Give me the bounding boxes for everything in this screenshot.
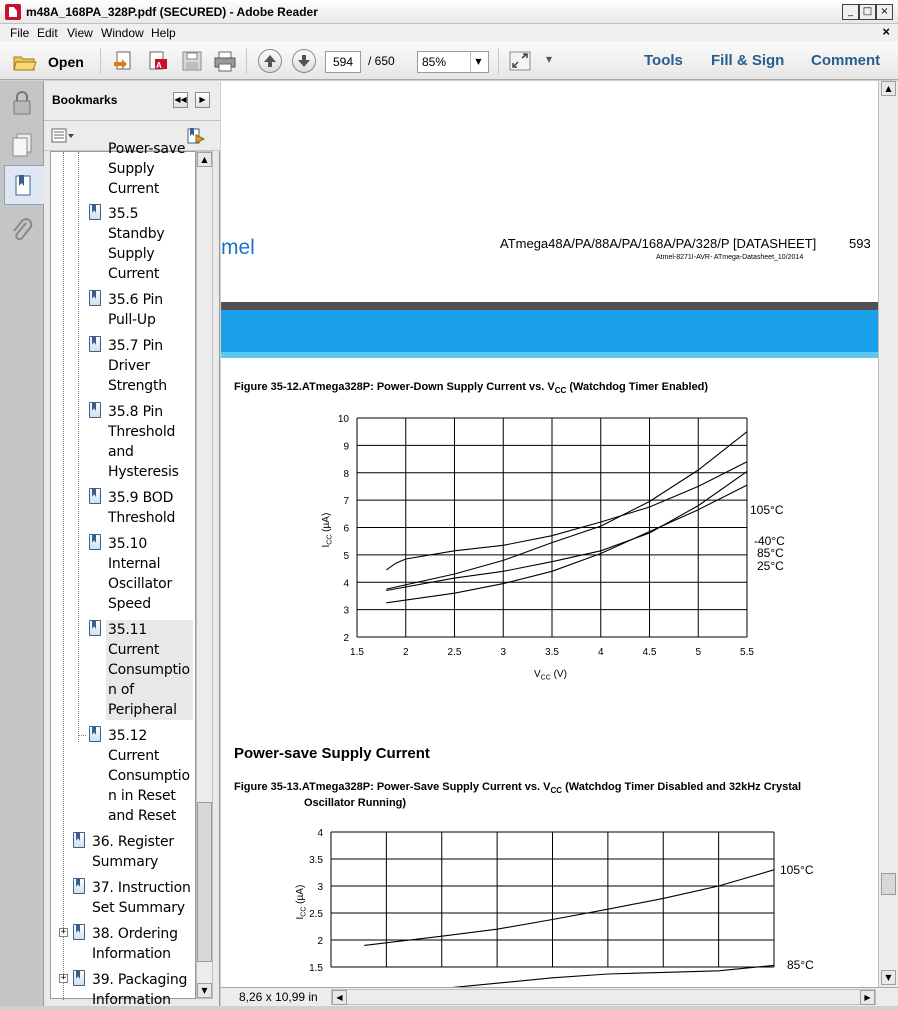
bookmark-label-line: Oscillator bbox=[108, 576, 173, 592]
tree-guide-line bbox=[78, 152, 79, 742]
series-label: 105°C bbox=[750, 503, 784, 517]
bookmark-icon bbox=[89, 290, 101, 306]
bookmark-label-line: 35.9 BOD bbox=[108, 490, 174, 506]
bookmark-label-line: Speed bbox=[108, 596, 151, 612]
folder-icon bbox=[12, 51, 38, 73]
next-page-button[interactable] bbox=[292, 49, 316, 73]
series-label: 105°C bbox=[780, 863, 814, 877]
bookmark-label-line: 35.10 bbox=[108, 536, 148, 552]
tree-guide-line bbox=[78, 735, 86, 736]
pdf-page bbox=[221, 81, 878, 987]
bookmarks-panel bbox=[44, 81, 220, 1006]
header-color-band-light bbox=[221, 352, 878, 358]
y-axis-label: $I_{CC}$ (µA) bbox=[321, 512, 334, 548]
y-tick-label: 2.5 bbox=[309, 909, 323, 920]
bookmark-label-line: Power-save bbox=[108, 141, 186, 157]
bookmark-35-10[interactable] bbox=[108, 534, 172, 614]
bookmark-label-line: Set Summary bbox=[92, 900, 185, 916]
bookmark-icon bbox=[73, 970, 85, 986]
bookmark-icon bbox=[73, 832, 85, 848]
page-thumbnails-icon[interactable] bbox=[8, 131, 36, 159]
minimize-button[interactable]: _ bbox=[842, 4, 859, 20]
expand-icon[interactable]: + bbox=[60, 973, 67, 983]
bookmark-label-line: n of bbox=[108, 682, 135, 698]
chart-power-down-current bbox=[221, 406, 878, 696]
page-gap bbox=[221, 302, 878, 310]
y-tick-label: 6 bbox=[343, 523, 349, 535]
bookmark-39-packaging-information[interactable] bbox=[92, 970, 187, 1010]
bookmark-label-line: Pull-Up bbox=[108, 312, 156, 328]
series-label: -40°C bbox=[754, 534, 785, 548]
series-label: 85°C bbox=[757, 546, 784, 560]
bookmark-35-5[interactable] bbox=[108, 204, 165, 284]
close-button[interactable]: × bbox=[876, 4, 893, 20]
menu-view[interactable]: View bbox=[67, 26, 93, 40]
export-pdf-icon[interactable] bbox=[146, 50, 170, 72]
scroll-down-arrow[interactable]: ▼ bbox=[197, 983, 212, 998]
series-label: 85°C bbox=[787, 958, 814, 972]
bookmark-38-ordering-information[interactable] bbox=[92, 924, 178, 964]
horizontal-scrollbar[interactable] bbox=[331, 989, 876, 1005]
figure-35-12-caption bbox=[234, 381, 708, 395]
page-header-subtitle: Atmel-8271I-AVR- ATmega-Datasheet_10/2014 bbox=[656, 254, 804, 261]
bookmark-label-line: Internal bbox=[108, 556, 161, 572]
x-axis-label: $V_{CC}$ (V) bbox=[534, 669, 567, 682]
y-axis-label-group bbox=[295, 885, 308, 920]
series-line bbox=[364, 870, 774, 946]
caption-subscript: CC bbox=[554, 386, 567, 396]
bookmark-label-line: Supply bbox=[108, 246, 155, 262]
open-label: Open bbox=[48, 54, 84, 70]
bookmark-icon bbox=[89, 726, 101, 742]
lock-icon[interactable] bbox=[8, 89, 36, 117]
figure-35-13-caption bbox=[234, 781, 801, 795]
main-toolbar bbox=[0, 42, 898, 80]
y-tick-label: 7 bbox=[343, 496, 349, 508]
bookmark-label-line: 35.5 bbox=[108, 206, 139, 222]
y-tick-label: 3 bbox=[343, 605, 349, 617]
y-tick-label: 8 bbox=[343, 468, 349, 480]
caption-text: Figure 35-13.ATmega328P: Power-Save Supply Current vs. V bbox=[234, 781, 551, 793]
print-icon[interactable] bbox=[213, 50, 237, 72]
bookmark-label-line: Current bbox=[108, 266, 160, 282]
bookmark-label-line: Threshold bbox=[108, 424, 176, 440]
bookmark-label-line: 35.12 bbox=[108, 728, 148, 744]
menu-bar bbox=[0, 24, 898, 42]
bookmark-35-12[interactable] bbox=[108, 726, 190, 826]
more-tools-caret[interactable]: ▾ bbox=[546, 52, 553, 66]
chevron-down-icon[interactable]: ▼ bbox=[470, 52, 486, 72]
open-button[interactable] bbox=[8, 49, 88, 75]
x-tick-label: 2 bbox=[402, 647, 409, 658]
zoom-value: 85% bbox=[422, 55, 447, 69]
bookmark-icon bbox=[73, 878, 85, 894]
maximize-button[interactable]: □ bbox=[859, 4, 876, 20]
document-close-icon[interactable]: × bbox=[882, 24, 890, 39]
collapse-panel-button[interactable]: ◀◀ bbox=[173, 92, 188, 108]
x-tick-label: 3 bbox=[500, 647, 507, 658]
section-heading: Power-save Supply Current bbox=[234, 745, 430, 762]
chart-power-save-current bbox=[221, 821, 878, 991]
bookmark-label-line: n in Reset bbox=[108, 788, 176, 804]
menu-help[interactable]: Help bbox=[151, 26, 176, 40]
bookmark-label-line: Standby bbox=[108, 226, 165, 242]
bookmark-35-7[interactable] bbox=[108, 336, 167, 396]
bookmark-label-line: Consumptio bbox=[108, 662, 190, 678]
bookmark-label-line: 35.11 bbox=[108, 622, 148, 638]
bookmark-label-line: Summary bbox=[92, 854, 159, 870]
y-tick-label: 2 bbox=[343, 633, 349, 644]
x-tick-label: 4.5 bbox=[642, 647, 657, 658]
bookmark-label-line: 35.8 Pin bbox=[108, 404, 163, 420]
y-tick-label: 1.5 bbox=[309, 963, 323, 974]
x-tick-label: 2.5 bbox=[447, 647, 462, 658]
bookmark-label-line: Threshold bbox=[108, 510, 176, 526]
bookmark-icon bbox=[9, 172, 37, 200]
bookmark-35-8[interactable] bbox=[108, 402, 179, 482]
caption-text: (Watchdog Timer Disabled and 32kHz Crystal bbox=[562, 781, 802, 793]
zoom-select[interactable] bbox=[417, 51, 489, 73]
bookmark-label-line: and Reset bbox=[108, 808, 177, 824]
caption-text: Figure 35-12.ATmega328P: Power-Down Supply Current vs. V bbox=[234, 381, 555, 393]
bookmark-icon bbox=[89, 534, 101, 550]
tools-pane-button[interactable]: Tools bbox=[644, 52, 683, 69]
bookmark-label-line: Peripheral bbox=[108, 702, 177, 718]
page-number-input[interactable]: 594 bbox=[325, 51, 361, 73]
pdf-app-icon bbox=[5, 4, 21, 20]
y-tick-label: 10 bbox=[337, 414, 349, 425]
bookmark-label-line: Strength bbox=[108, 378, 167, 394]
bookmarks-header bbox=[44, 81, 220, 121]
bookmark-icon bbox=[89, 620, 101, 636]
y-tick-label: 3 bbox=[317, 882, 323, 893]
window-title: m48A_168PA_328P.pdf (SECURED) - Adobe Reader bbox=[26, 5, 318, 19]
bookmark-label-line: Information bbox=[92, 946, 171, 962]
bookmark-icon bbox=[73, 924, 85, 940]
bookmarks-tree bbox=[50, 141, 196, 1008]
bookmark-label-line: 36. Register bbox=[92, 834, 174, 850]
y-tick-label: 2 bbox=[317, 936, 323, 947]
bookmark-label-line: Hysteresis bbox=[108, 464, 179, 480]
page-header-title: ATmega48A/PA/88A/PA/168A/PA/328/P [DATASHEET] bbox=[500, 236, 817, 251]
expand-bookmark-icon[interactable] bbox=[186, 127, 206, 145]
arrow-down-icon bbox=[293, 50, 315, 72]
scroll-thumb[interactable] bbox=[197, 802, 212, 962]
save-icon[interactable] bbox=[180, 50, 204, 72]
bookmark-35-11-selected[interactable] bbox=[106, 620, 193, 720]
toolbar-separator bbox=[498, 48, 499, 74]
scroll-thumb[interactable] bbox=[881, 873, 896, 895]
bookmarks-tab[interactable] bbox=[4, 165, 44, 205]
bookmark-35-6[interactable] bbox=[108, 290, 163, 330]
navigation-pane-strip bbox=[0, 81, 44, 1006]
bookmark-power-save-supply-current[interactable] bbox=[108, 139, 185, 199]
attachments-icon[interactable] bbox=[8, 217, 36, 245]
series-line bbox=[386, 485, 747, 603]
bookmarks-title: Bookmarks bbox=[52, 93, 118, 107]
figure-35-13-caption-line2: Oscillator Running) bbox=[304, 797, 407, 809]
bookmark-label-line: Supply bbox=[108, 161, 155, 177]
bookmark-label-line: Current bbox=[108, 181, 160, 197]
bookmark-label-line: 35.6 Pin bbox=[108, 292, 163, 308]
bookmark-37-instruction-set-summary[interactable] bbox=[92, 878, 191, 918]
menu-file[interactable]: File bbox=[10, 26, 30, 40]
toolbar-separator bbox=[246, 48, 247, 74]
scroll-up-arrow[interactable]: ▲ bbox=[881, 81, 896, 96]
header-color-band bbox=[221, 310, 878, 352]
document-vertical-scrollbar[interactable] bbox=[878, 81, 898, 987]
bookmark-label-line: Driver bbox=[108, 358, 150, 374]
page-size-readout: 8,26 x 10,99 in bbox=[239, 990, 318, 1004]
menu-window[interactable]: Window bbox=[101, 26, 144, 40]
scroll-down-arrow[interactable]: ▼ bbox=[881, 970, 896, 985]
x-tick-label: 3.5 bbox=[545, 647, 559, 658]
bookmark-35-9[interactable] bbox=[108, 488, 175, 528]
status-bar bbox=[221, 987, 898, 1006]
scroll-left-arrow[interactable]: ◀ bbox=[332, 990, 347, 1005]
expand-icon[interactable]: + bbox=[60, 927, 67, 937]
bookmark-options-icon[interactable] bbox=[51, 128, 77, 144]
bookmark-label-line: 38. Ordering bbox=[92, 926, 178, 942]
y-tick-label: 3.5 bbox=[309, 855, 323, 866]
comment-pane-button[interactable]: Comment bbox=[811, 52, 881, 69]
y-tick-label: 4 bbox=[317, 828, 323, 839]
y-axis-label: $I_{CC}$ (µA) bbox=[295, 884, 308, 920]
bookmark-label-line: 37. Instruction bbox=[92, 880, 191, 896]
y-tick-label: 4 bbox=[343, 578, 349, 590]
scroll-up-arrow[interactable]: ▲ bbox=[197, 152, 212, 167]
x-tick-label: 4 bbox=[597, 647, 604, 658]
svg-text:A: A bbox=[156, 61, 162, 70]
bookmark-label-line: Information bbox=[92, 992, 171, 1008]
caption-text: (Watchdog Timer Enabled) bbox=[566, 381, 709, 393]
previous-page-button[interactable] bbox=[258, 49, 282, 73]
series-label: 25°C bbox=[757, 559, 784, 573]
bookmark-label-line: Current bbox=[108, 642, 160, 658]
x-tick-label: 1.5 bbox=[350, 647, 364, 658]
bookmark-label-line: Consumptio bbox=[108, 768, 190, 784]
full-screen-icon[interactable] bbox=[508, 50, 532, 72]
bookmark-label-line: Current bbox=[108, 748, 160, 764]
atmel-logo: mel bbox=[221, 236, 255, 259]
document-view[interactable] bbox=[221, 81, 898, 987]
create-pdf-icon[interactable] bbox=[112, 50, 136, 72]
series-line bbox=[386, 462, 747, 570]
fill-sign-pane-button[interactable]: Fill & Sign bbox=[711, 52, 785, 69]
bookmarks-scrollbar[interactable] bbox=[196, 151, 213, 999]
scroll-right-arrow[interactable]: ▶ bbox=[860, 990, 875, 1005]
bookmark-icon bbox=[89, 336, 101, 352]
bookmark-icon bbox=[89, 402, 101, 418]
menu-edit[interactable]: Edit bbox=[37, 26, 58, 40]
arrow-up-icon bbox=[259, 50, 281, 72]
bookmark-label-line: and bbox=[108, 444, 134, 460]
bookmark-icon bbox=[89, 204, 101, 220]
y-tick-label: 5 bbox=[343, 550, 349, 562]
y-axis-label-group bbox=[321, 513, 334, 548]
x-tick-label: 5 bbox=[695, 647, 702, 658]
panel-options-button[interactable]: ▶ bbox=[195, 92, 210, 108]
page-total: / 650 bbox=[368, 54, 395, 68]
bookmark-36-register-summary[interactable] bbox=[92, 832, 174, 872]
bookmark-label-line: 35.7 Pin bbox=[108, 338, 163, 354]
tree-guide-line bbox=[63, 152, 64, 1000]
x-tick-label: 5.5 bbox=[740, 647, 754, 658]
toolbar-separator bbox=[100, 48, 101, 74]
y-tick-label: 9 bbox=[343, 441, 349, 453]
page-header-number: 593 bbox=[849, 236, 871, 251]
bookmark-icon bbox=[89, 488, 101, 504]
bookmark-label-line: 39. Packaging bbox=[92, 972, 188, 988]
title-bar bbox=[0, 0, 898, 24]
caption-subscript: CC bbox=[550, 786, 563, 796]
